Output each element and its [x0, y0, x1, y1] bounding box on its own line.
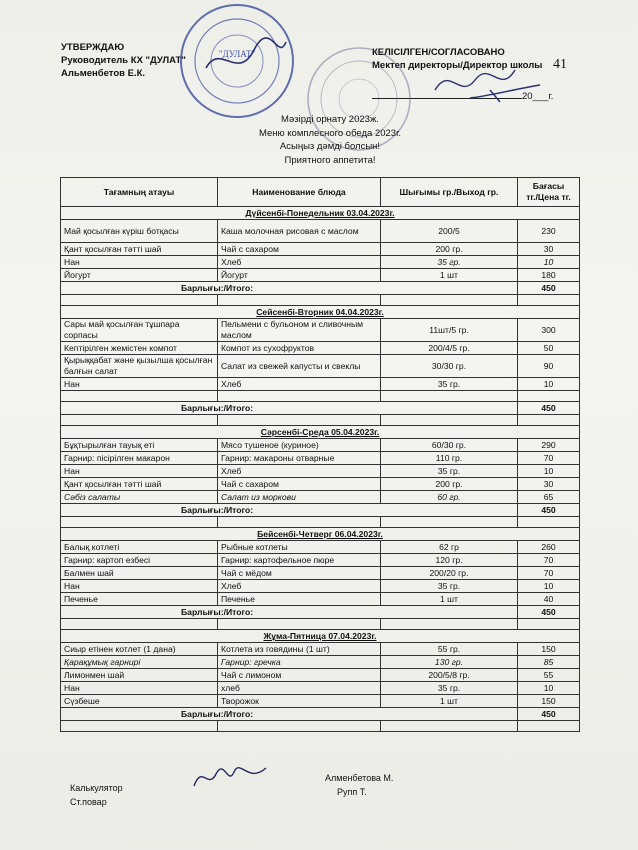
col-header-kz: Тағамның атауы — [61, 178, 218, 207]
total-row: Барлығы:/Итого: 450 — [61, 504, 580, 517]
table-row: Бұқтырылған тауық еті Мясо тушеное (куриное) 60/30 гр. 290 — [61, 439, 580, 452]
spacer-row — [61, 391, 580, 402]
table-row: Қант қосылған тәтті шай Чай с сахаром 200 гр. 30 — [61, 478, 580, 491]
footer-roles — [70, 781, 123, 809]
footer-names — [325, 771, 393, 799]
table-row: Балмен шай Чай с мёдом 200/20 гр. 70 — [61, 567, 580, 580]
spacer-row — [61, 619, 580, 630]
table-header — [61, 178, 580, 207]
table-row: Йогурт Йогурт 1 шт 180 — [61, 269, 580, 282]
menu-titles — [180, 113, 480, 167]
table-row: Май қосылған күріш ботқасы Каша молочная рисовая с маслом 200/5 230 — [61, 220, 580, 243]
day-row: Бейсенбі-Четверг 06.04.2023г. — [61, 528, 580, 541]
total-row: Барлығы:/Итого: 450 — [61, 708, 580, 721]
total-row: Барлығы:/Итого: 450 — [61, 606, 580, 619]
day-row: Дүйсенбі-Понедельник 03.04.2023г. — [61, 207, 580, 220]
role-chef: Ст.повар — [70, 797, 107, 807]
wish-ru: Приятного аппетита! — [284, 154, 376, 166]
wish-kz: Асыңыз дәмді болсын! — [279, 141, 381, 152]
col-header-price: Бағасы тг./Цена тг. — [518, 178, 580, 207]
table-row: Қарақұмық гарнирі Гарнир: гречка 130 гр. 85 — [61, 656, 580, 669]
total-row: Барлығы:/Итого: 450 — [61, 282, 580, 295]
calculator-signature-icon — [190, 760, 270, 794]
table-row: Нан Хлеб 35 гр. 10 — [61, 378, 580, 391]
name-calculator: Алменбетова М. — [325, 773, 394, 783]
approval-block — [61, 41, 186, 80]
menu-table — [60, 177, 580, 732]
title-kz: Мәзірді орнату 2023ж. — [281, 114, 379, 125]
table-row: Нан Хлеб 35 гр. 10 — [61, 256, 580, 269]
table-row: Нан Хлеб 35 гр. 10 — [61, 580, 580, 593]
table-row: Кептірілген жемістен компот Компот из сухофруктов 200/4/5 гр. 50 — [61, 342, 580, 355]
col-header-yield: Шығымы гр./Выход гр. — [381, 178, 518, 207]
table-row: Нан хлеб 35 гр. 10 — [61, 682, 580, 695]
company-stamp — [178, 2, 296, 120]
role-calculator: Калькулятор — [70, 783, 123, 793]
spacer-row — [61, 295, 580, 306]
table-row: Қант қосылған тәтті шай Чай с сахаром 200 гр. 30 — [61, 243, 580, 256]
day-row: Сейсенбі-Вторник 04.04.2023г. — [61, 306, 580, 319]
table-row: Сары май қосылған тұшпара сорпасы Пельмени с бульоном и сливочным маслом 11шт/5 гр. 300 — [61, 319, 580, 342]
title-ru: Меню комплесного обеда 2023г. — [258, 127, 402, 139]
table-row: Балық котлеті Рыбные котлеты 62 гр 260 — [61, 541, 580, 554]
director-signature-icon — [430, 60, 550, 105]
table-row: Сүзбеше Творожок 1 шт 150 — [61, 695, 580, 708]
stamp-text: "ДУЛАТ" — [218, 49, 256, 59]
agreed-label: КЕЛІСІЛГЕН/СОГЛАСОВАНО — [372, 47, 505, 58]
name-chef: Рупп Т. — [337, 787, 367, 797]
spacer-row — [61, 415, 580, 426]
approver-position: Руководитель КХ "ДУЛАТ" — [61, 55, 186, 66]
table-row: Сиыр етінен котлет (1 дана) Котлета из говядины (1 шт) 55 гр. 150 — [61, 643, 580, 656]
agreed-position: Мектеп директоры/Директор школы — [372, 60, 543, 71]
table-row: Гарнир: картоп езбесі Гарнир: картофельное пюре 120 гр. 70 — [61, 554, 580, 567]
approver-name: Альменбетов Е.К. — [61, 68, 146, 79]
table-row: Лимонмен шай Чай с лимоном 200/5/8 гр. 55 — [61, 669, 580, 682]
table-row: Қырыққабат және қызылша қосылған балғын салат Салат из свежей капусты и свеклы 30/30 гр. 90 — [61, 355, 580, 378]
table-row: Нан Хлеб 35 гр. 10 — [61, 465, 580, 478]
spacer-row — [61, 517, 580, 528]
approved-label: УТВЕРЖДАЮ — [61, 42, 125, 53]
table-row: Сәбіз салаты Салат из моркови 60 гр. 65 — [61, 491, 580, 504]
day-row: Сәрсенбі-Среда 05.04.2023г. — [61, 426, 580, 439]
day-row: Жұма-Пятница 07.04.2023г. — [61, 630, 580, 643]
col-header-ru: Наименование блюда — [218, 178, 381, 207]
total-row: Барлығы:/Итого: 450 — [61, 402, 580, 415]
table-row: Печенье Печенье 1 шт 40 — [61, 593, 580, 606]
spacer-row — [61, 721, 580, 732]
handwritten-number: 41 — [553, 57, 567, 72]
table-row: Гарнир: пісірілген макарон Гарнир: макароны отварные 110 гр. 70 — [61, 452, 580, 465]
date-year: 20___г. — [522, 91, 554, 102]
